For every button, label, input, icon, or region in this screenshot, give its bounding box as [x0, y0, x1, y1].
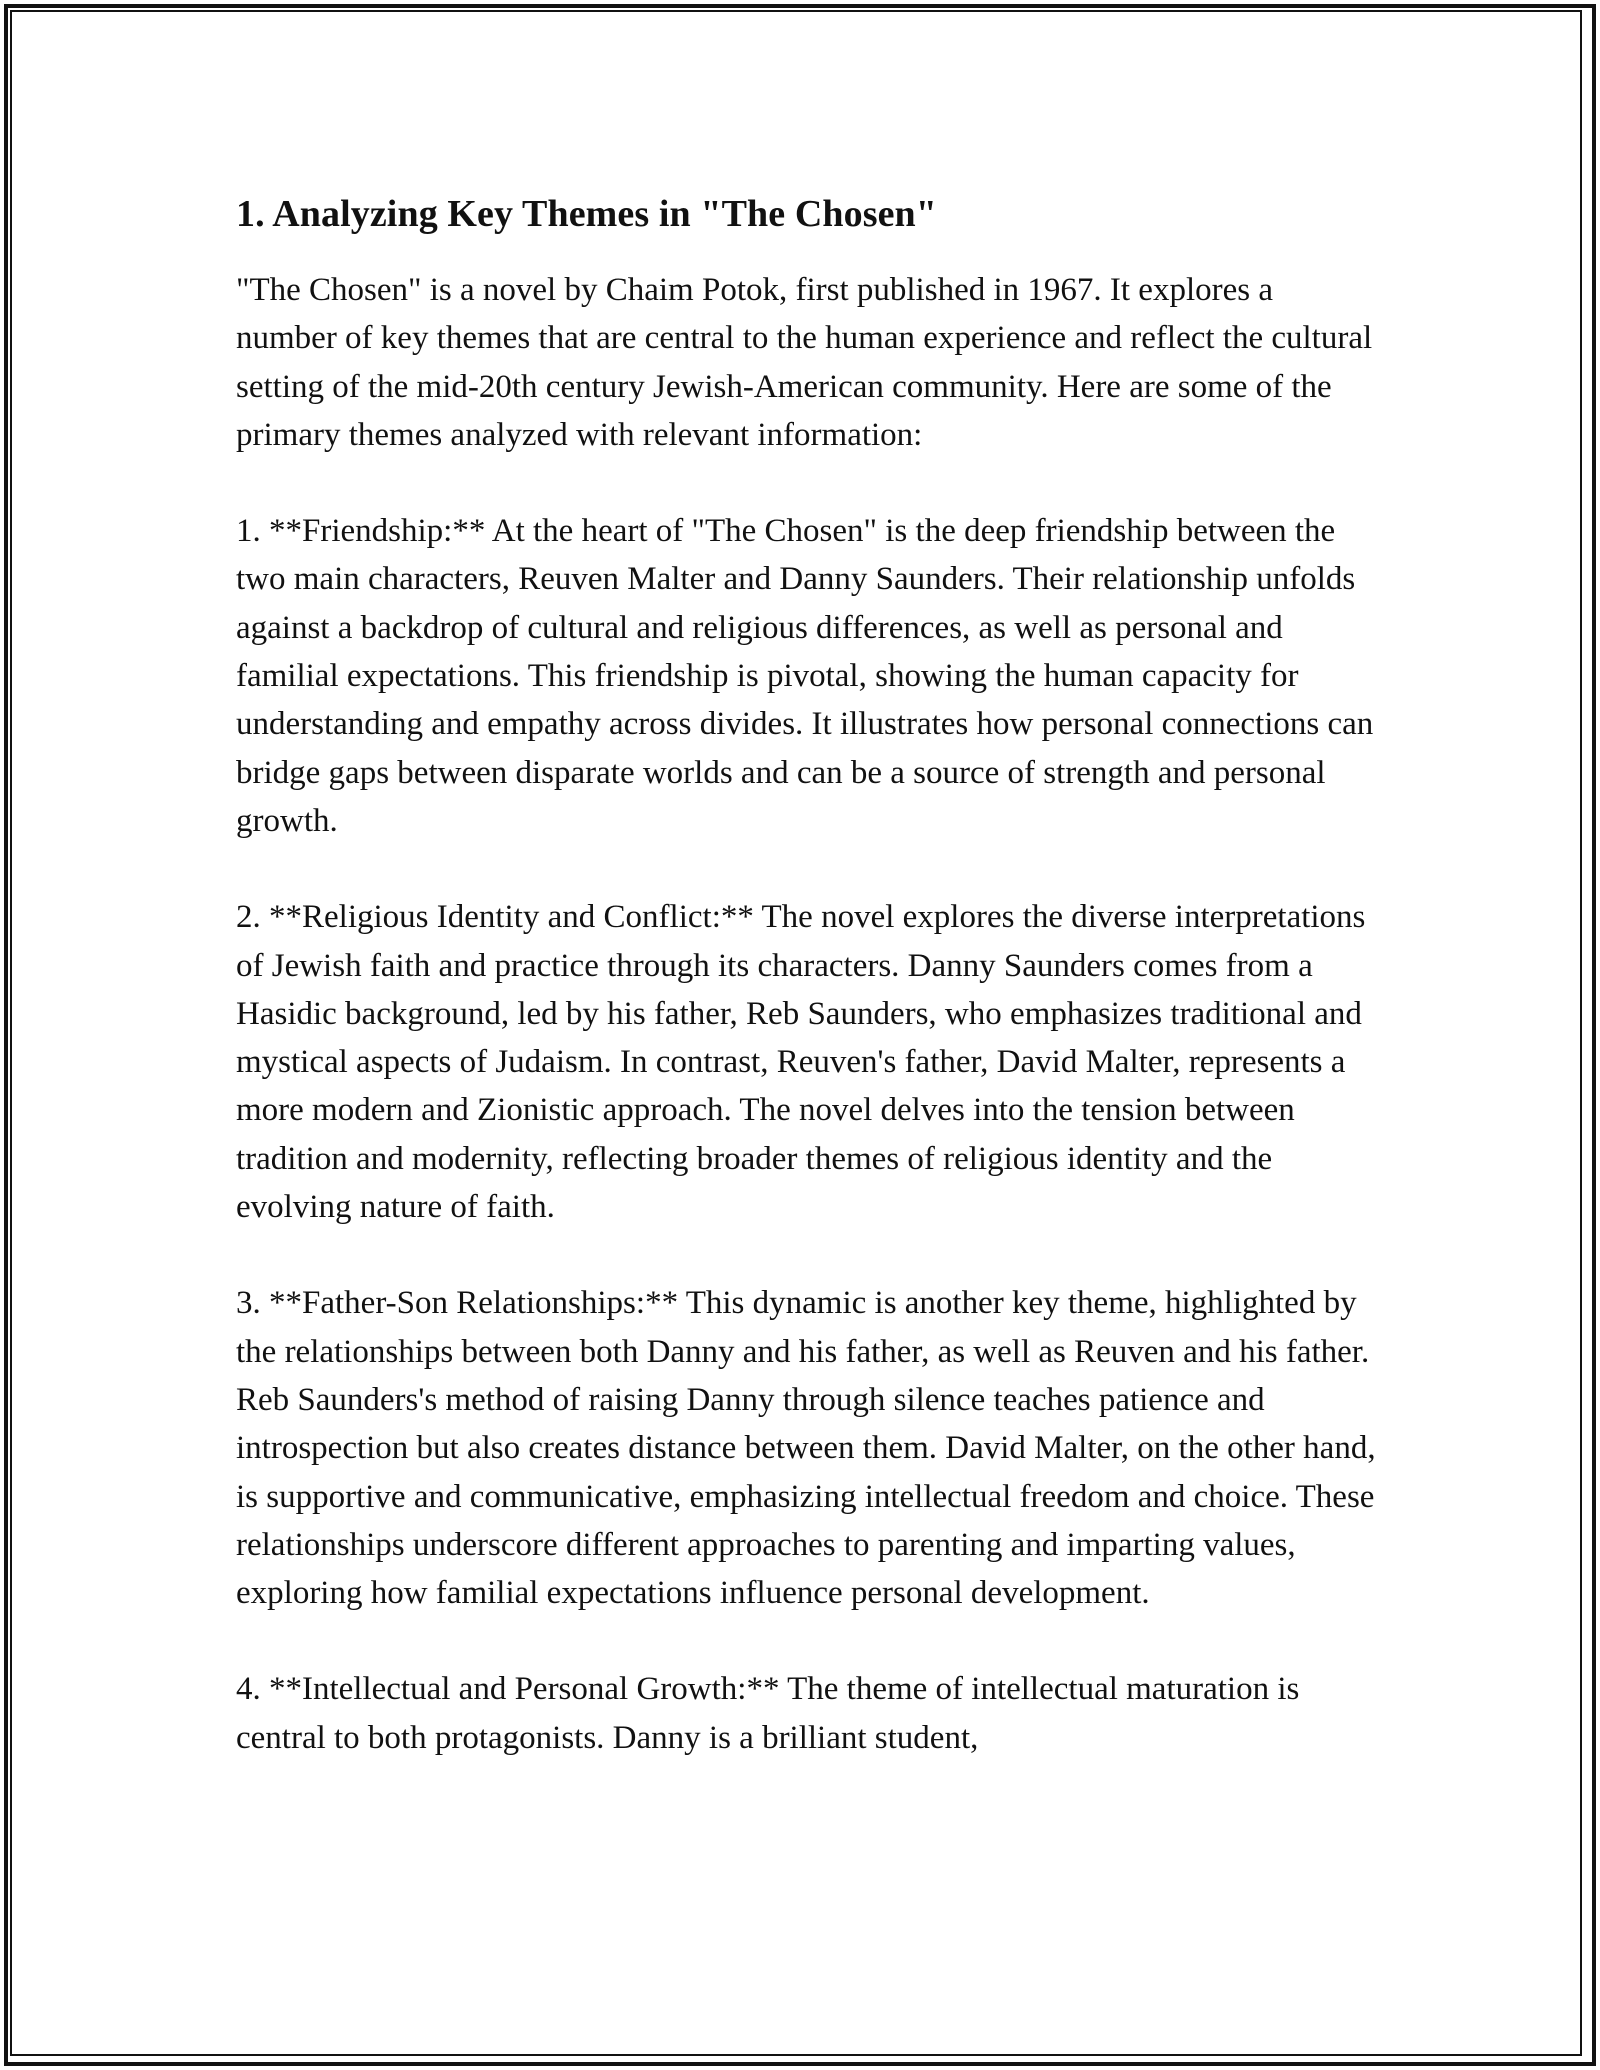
document-body — [236, 186, 1376, 1762]
document-title: 1. Analyzing Key Themes in "The Chosen" — [236, 193, 937, 235]
paragraph-friendship: 1. **Friendship:** At the heart of "The Chosen" is the deep friendship between the two main characters, Reuven Malter and Danny Saunders. Their relationship unfolds against a backdrop of cultural and religious differences, as well as personal and familial expectations. This friendship is pivotal, showing the human capacity for understanding and empathy across divides. It illustrates how personal connections can bridge gaps between disparate worlds and can be a source of strength and personal growth. — [236, 513, 1374, 839]
paragraph-intellectual-growth: 4. **Intellectual and Personal Growth:** The theme of intellectual maturation is central to both protagonists. Danny is a brilliant student, — [236, 1671, 1300, 1756]
paragraph-religious-identity: 2. **Religious Identity and Conflict:** The novel explores the diverse interpretations of Jewish faith and practice through its characters. Danny Saunders comes from a Hasidic background, led by his father, Reb Saunders, who emphasizes traditional and mystical aspects of Judaism. In contrast, Reuven's father, David Malter, represents a more modern and Zionistic approach. The novel delves into the tension between tradition and modernity, reflecting broader themes of religious identity and the evolving nature of faith. — [236, 899, 1366, 1226]
paragraph-father-son: 3. **Father-Son Relationships:** This dynamic is another key theme, highlighted by the relationships between both Danny and his father, as well as Reuven and his father. Reb Saunders's method of raising Danny through silence teaches patience and introspection but also creates distance between them. David Malter, on the other hand, is supportive and communicative, emphasizing intellectual freedom and choice. These relationships underscore different approaches to parenting and imparting values, exploring how familial expectations influence personal development. — [236, 1285, 1376, 1612]
paragraph-intro: "The Chosen" is a novel by Chaim Potok, first published in 1967. It explores a number of key themes that are central to the human experience and reflect the cultural setting of the mid-20th century Jewish-American community. Here are some of the primary themes analyzed with relevant information: — [236, 272, 1373, 453]
